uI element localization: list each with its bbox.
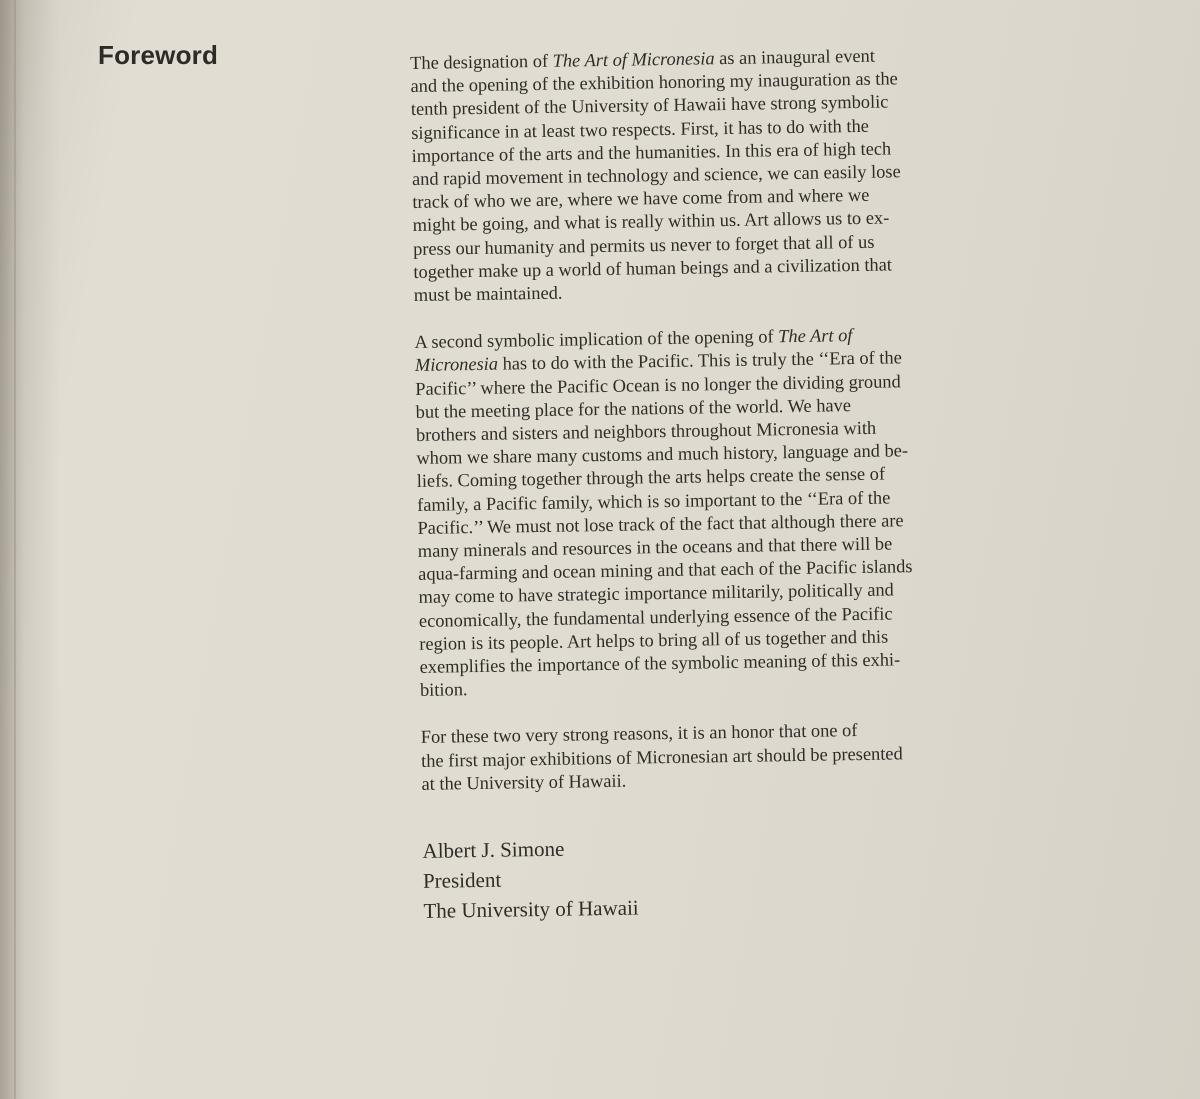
italic-title-run: Micronesia [414,354,499,376]
text-run: together make up a world of human beings and a civilization that [413,254,893,282]
text-run: the first major exhibitions of Micronesian art should be presented [420,743,903,771]
paragraph [414,321,1080,703]
text-run: importance of the arts and the humanities. In this era of high tech [411,138,892,166]
book-gutter-shadow [0,0,60,1099]
paragraph [410,42,1074,308]
text-run: may come to have strategic importance militarily, politically and [418,579,894,608]
text-run: track of who we are, where we have come from and where we [412,185,870,213]
italic-title-run: The Art of [778,325,853,347]
text-run: The designation of [410,50,553,73]
text-run: whom we share many customs and much history, language and be- [416,440,909,469]
text-run: brothers and sisters and neighbors throughout Micronesia with [415,417,877,445]
text-run: Pacific.’’ We must not lose track of the fact that although there are [417,510,904,538]
text-run: liefs. Coming together through the arts helps create the sense of [416,464,886,492]
text-run: has to do with the Pacific. This is truly the ‘‘Era of the [497,347,902,375]
text-run: Pacific’’ where the Pacific Ocean is no longer the dividing ground [415,370,901,399]
foreword-body [410,42,1084,926]
text-run: exemplifies the importance of the symbolic meaning of this exhi- [419,649,901,678]
signature-institution: The University of Hawaii [423,895,639,923]
text-run: For these two very strong reasons, it is an honor that one of [420,720,858,748]
page-heading: Foreword [98,40,219,70]
text-run: region is its people. Art helps to bring all of us together and this [419,626,889,654]
text-run: A second symbolic implication of the opening of [414,326,779,353]
text-run: might be going, and what is really within us. Art allows us to ex- [412,207,890,236]
text-run: aqua-farming and ocean mining and that each of the Pacific islands [418,556,913,585]
signature-name: Albert J. Simone [422,836,565,863]
text-run: but the meeting place for the nations of the world. We have [415,394,852,422]
book-gutter-edge [14,0,16,1099]
paragraph-container [410,42,1082,796]
signature-title: President [422,867,502,893]
italic-title-run: The Art of Micronesia [552,48,715,71]
text-run: and the opening of the exhibition honoring my inauguration as the [410,68,898,97]
text-run: bition. [419,679,468,701]
signature-block [422,826,1083,926]
text-run: and rapid movement in technology and science, we can easily lose [411,161,901,189]
text-run: economically, the fundamental underlying essence of the Pacific [418,603,893,631]
text-run: tenth president of the University of Hawaii have strong symbolic [410,91,889,120]
paragraph [421,716,1082,796]
text-run: must be maintained. [413,282,563,306]
text-run: significance in at least two respects. First, it has to do with the [411,115,870,143]
text-run: as an inaugural event [714,45,876,69]
text-run: press our humanity and permits us never to forget that all of us [412,231,875,259]
text-run: many minerals and resources in the oceans and that there will be [417,533,893,561]
text-run: family, a Pacific family, which is so important to the ‘‘Era of the [416,487,891,515]
text-run: at the University of Hawaii. [421,770,627,794]
